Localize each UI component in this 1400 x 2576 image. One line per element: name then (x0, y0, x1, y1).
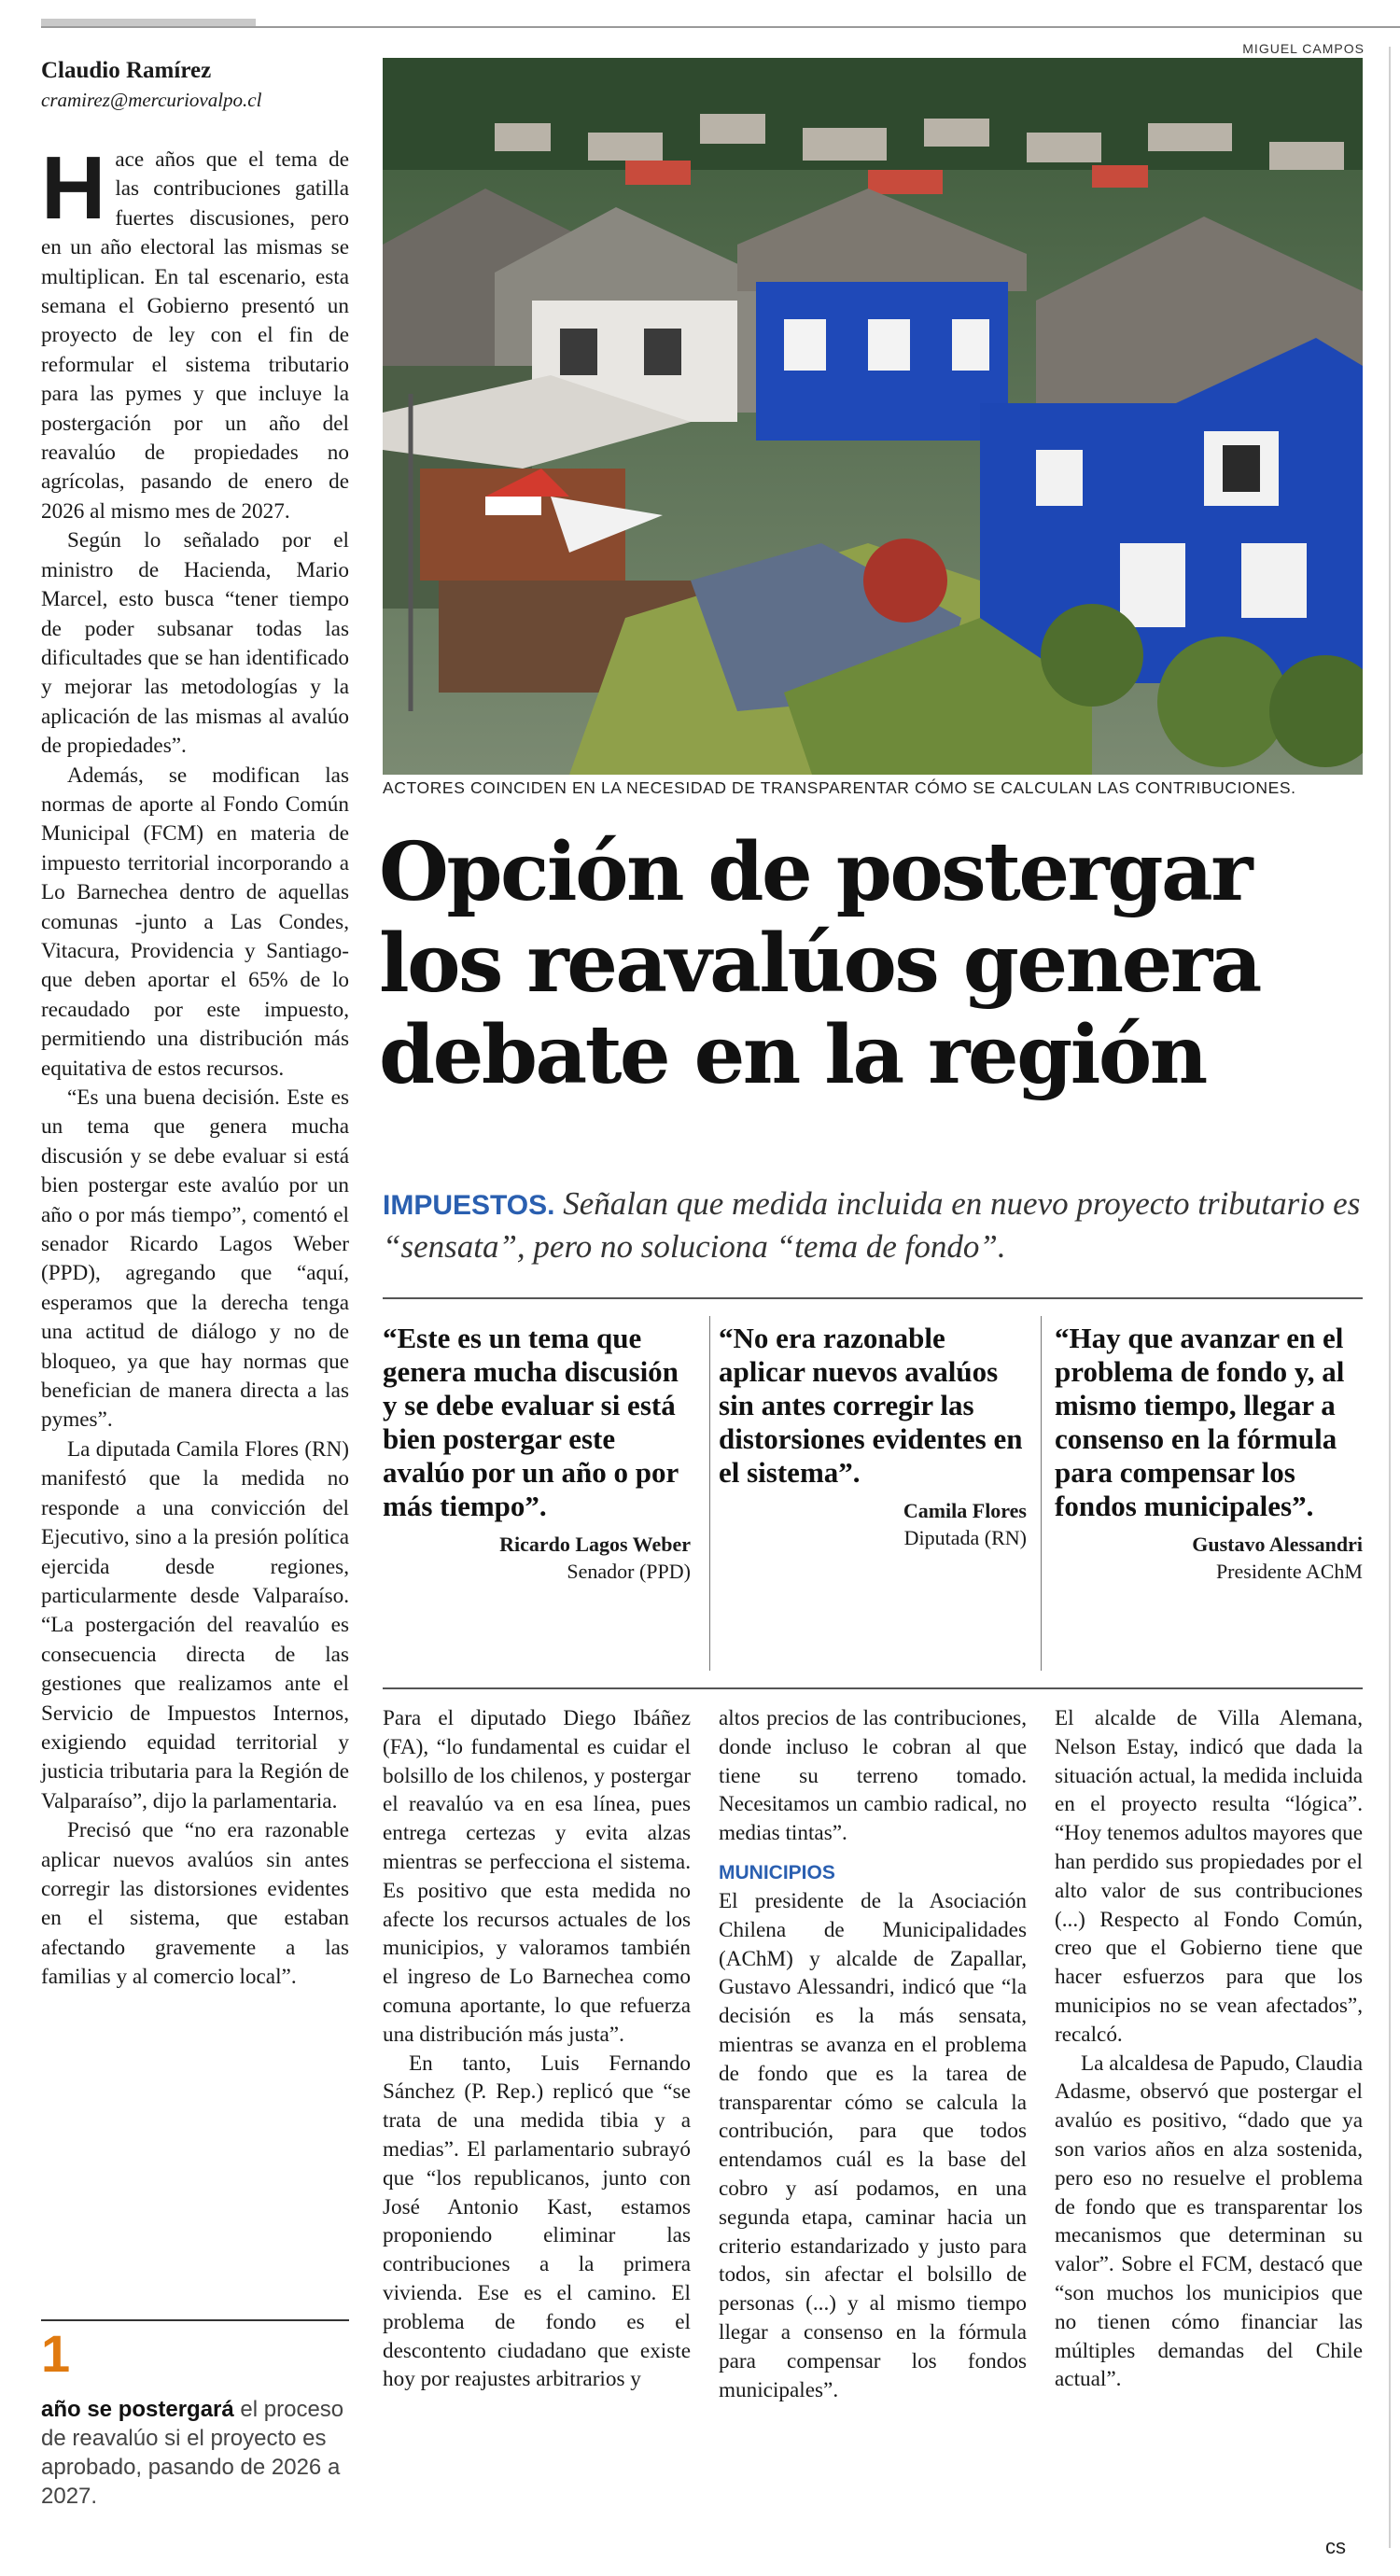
paragraph: Además, se modifican las normas de aporte al Fondo Común Municipal (FCM) en materia de impuesto territorial incorporando a Lo Barnechea dentro de aquellas comunas -junto a Las Condes, Vitacura, Providencia y Santiago- que deben aportar el 65% de lo recaudado por este impuesto, permitiendo una distribución más equitativa de estos recursos. (41, 763, 349, 1081)
paragraph: La diputada Camila Flores (RN) manifestó que la medida no responde a una convicción del Ejecutivo, sino a la presión política ejercida desde regiones, particularmente desde Valparaíso. “La postergación del reavalúo es consecuencia directa de las gestiones que realizamos ante el Servicio de Impuestos Internos, exigiendo equidad territorial y justicia tributaria para la Región de Valparaíso”, dijo la parlamentaria. (41, 1436, 349, 1813)
fact-number: 1 (41, 2324, 71, 2383)
top-rule (41, 26, 1400, 28)
paragraph: “Es una buena decisión. Este es un tema que genera mucha discusión y se debe evaluar si está bien postergar este avalúo por un año o por más tiempo”, comentó el senador Ricardo Lagos Weber (PPD), agregando que “aquí, esperamos que la derecha tenga una actitud de diálogo y no de bloqueo, ya que hay normas que benefician de manera directa a las pymes”. (41, 1085, 349, 1433)
dropcap: H (41, 138, 106, 238)
quote-role: Senador (PPD) (567, 1560, 691, 1583)
quote-text: “Hay que avanzar en el problema de fondo y, al mismo tiempo, llegar a consenso en la fórmula para compensar los fondos municipales”. (1055, 1322, 1345, 1522)
headline-line: Opción de postergar (379, 825, 1252, 919)
left-column-text (41, 138, 349, 1993)
deck (383, 1183, 1372, 1267)
news-photo (383, 58, 1363, 775)
quotes-bottom-rule (383, 1687, 1363, 1689)
photo-caption: ACTORES COINCIDEN EN LA NECESIDAD DE TRANSPARENTAR CÓMO SE CALCULAN LAS CONTRIBUCIONES. (383, 778, 1296, 797)
author-name: Claudio Ramírez (41, 58, 212, 83)
quote-text: “Este es un tema que genera mucha discusión y se debe evaluar si está bien postergar este avalúo por un año o por más tiempo”. (383, 1322, 679, 1522)
headline-line: debate en la región (379, 1008, 1206, 1102)
paragraph: Hace años que el tema de las contribuciones gatilla fuertes discusiones, pero en un año electoral las mismas se multiplican. En tal escenario, esta semana el Gobierno presentó un proyecto de ley con el fin de reformular el sistema tributario para las pymes y que incluye la postergación por un año del reavalúo de propiedades no agrícolas, pasando de enero de 2026 al mismo mes de 2027. (41, 138, 349, 524)
fact-text: año se postergará el proceso de reavalúo si el proyecto es aprobado, pasando de 2026 a 2027. (41, 2397, 344, 2509)
paragraph: El alcalde de Villa Alemana, Nelson Estay, indicó que dada la situación actual, la medida incluida en el proyecto resulta “lógica”. “Hoy tenemos adultos mayores que han perdido sus propiedades por el alto valor de sus contribuciones (...) Respecto al Fondo Común, creo que el Gobierno tiene que hacer esfuerzos para que los municipios no se vean afectados”, recalcó. (1055, 1706, 1363, 2047)
body-column-2 (719, 1704, 1027, 2404)
paragraph: Para el diputado Diego Ibáñez (FA), “lo fundamental es cuidar el bolsillo de los chilenos, y postergar el reavalúo va en esa línea, pues entrega certezas y evita alzas mientras se perfecciona el sistema. Es positivo que esta medida no afecte los recursos actuales de los municipios, y valoramos también el ingreso de Lo Barnechea como comuna aportante, lo que refuerza una distribución más justa”. (383, 1706, 691, 2047)
section-kicker: IMPUESTOS. (383, 1190, 555, 1221)
quotes-top-rule (383, 1297, 1363, 1299)
body-column-1 (383, 1704, 691, 2394)
deck-text: Señalan que medida incluida en nuevo proyecto tributario es “sensata”, pero no soluciona “tema de fondo”. (383, 1185, 1361, 1265)
fact-box-rule (41, 2319, 349, 2321)
left-column (41, 56, 349, 1993)
quote-lagos (383, 1322, 691, 1585)
quote-role: Diputada (RN) (903, 1526, 1027, 1549)
end-mark: cs (1325, 2535, 1346, 2558)
headline-line: los reavalúos genera (379, 917, 1260, 1011)
paragraph: En tanto, Luis Fernando Sánchez (P. Rep.) replicó que “se trata de una medida tibia y a medias”. El parlamentario subrayó que “los republicanos, junto con José Antonio Kast, estamos proponiendo eliminar las contribuciones a la primera vivienda. Ese es el camino. El problema de fondo es el descontento ciudadano que existe hoy por reajustes arbitrarios y (383, 2051, 691, 2392)
column-divider (709, 1316, 710, 1671)
paragraph: Precisó que “no era razonable aplicar nuevos avalúos sin antes corregir las distorsiones evidentes en el sistema, que estaban afectando gravemente a las familias y al comercio local”. (41, 1818, 349, 1990)
paragraph: altos precios de las contribuciones, donde incluso le cobran al que tiene su terreno tomado. Necesitamos un cambio radical, no medias tintas”. (719, 1706, 1027, 1846)
quote-alessandri (1055, 1322, 1363, 1585)
quote-author: Gustavo Alessandri (1192, 1533, 1363, 1556)
paragraph: Según lo señalado por el ministro de Hacienda, Mario Marcel, esto busca “tener tiempo de poder subsanar todas las dificultades que se han identificado y mejorar las metodologías y la aplicación de las mismas al avalúo de propiedades”. (41, 528, 349, 759)
photo-credit: MIGUEL CAMPOS (1242, 41, 1365, 56)
paragraph: El presidente de la Asociación Chilena de Municipalidades (AChM) y alcalde de Zapallar, Gustavo Alessandri, indicó que “la decisión es la más sensata, mientras se avanza en el problema de fondo que es la tarea de transparentar cómo se calcula la contribución, para que todos entendamos cuál es la base del cobro y así podamos, en una segunda etapa, caminar hacia un criterio estandarizado y justo para todos, sin afectar el bolsillo de personas (...) y al mismo tiempo llegar a consenso en la fórmula para compensar los fondos municipales”. (719, 1888, 1027, 2402)
author-email[interactable]: cramirez@mercuriovalpo.cl (41, 89, 262, 111)
paragraph: La alcaldesa de Papudo, Claudia Adasme, observó que postergar el avalúo es positivo, “dado que ya son varios años en alza sostenida, pero eso no resuelve el problema de fondo que es transparentar los mecanismos que determinan su valor”. Sobre el FCM, destacó que “son muchos los municipios que no tienen cómo financiar las múltiples demandas del Chile actual”. (1055, 2051, 1363, 2392)
subhead-municipios: MUNICIPIOS (719, 1861, 835, 1883)
column-divider (1041, 1316, 1042, 1671)
body-column-3 (1055, 1704, 1363, 2394)
quote-text: “No era razonable aplicar nuevos avalúos sin antes corregir las distorsiones evidentes en el sistema”. (719, 1322, 1023, 1489)
section-tab-bar (41, 19, 256, 26)
right-rule (1389, 47, 1391, 2548)
quote-role: Presidente AChM (1215, 1560, 1363, 1583)
quote-author: Camila Flores (903, 1499, 1027, 1522)
headline (379, 827, 1368, 1101)
quote-flores (719, 1322, 1027, 1551)
quote-author: Ricardo Lagos Weber (499, 1533, 691, 1556)
